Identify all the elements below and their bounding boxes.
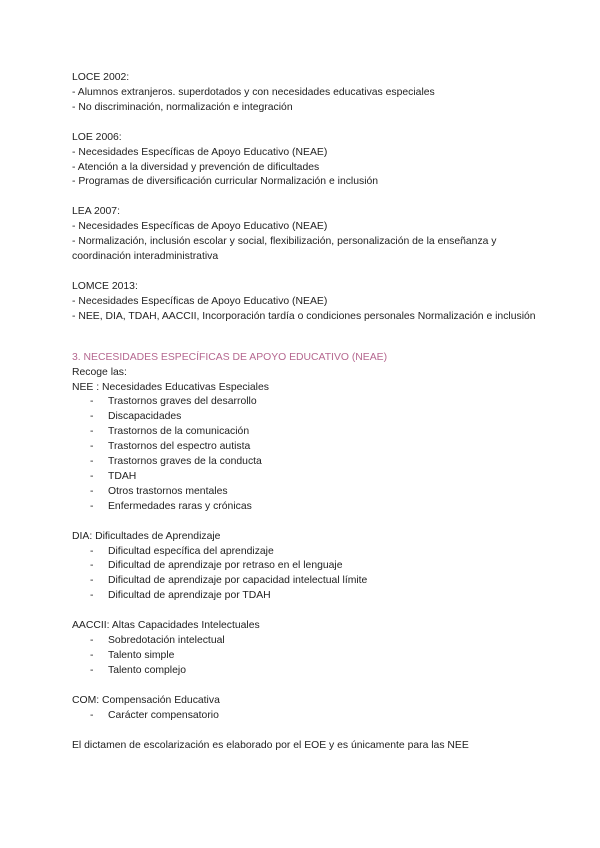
group-nee [72, 381, 542, 515]
group-aaccii [72, 619, 542, 679]
list-item: - Dificultad específica del aprendizaje [90, 545, 274, 557]
group-list [72, 709, 542, 724]
group-dia [72, 530, 542, 605]
list-item: - Trastornos de la comunicación [90, 426, 250, 438]
list-item: - Otros trastornos mentales [90, 485, 228, 497]
law-line: - NEE, DIA, TDAH, AACCII, Incorporación tardía o condiciones personales Normalización e inclusión [72, 310, 536, 322]
group-list [72, 634, 542, 679]
law-line: - Alumnos extranjeros. superdotados y con necesidades educativas especiales [72, 86, 435, 98]
group-com [72, 694, 542, 724]
list-item: - Dificultad de aprendizaje por capacidad intelectual límite [90, 575, 368, 587]
section-heading: 3. NECESIDADES ESPECÍFICAS DE APOYO EDUCATIVO (NEAE) [72, 351, 388, 363]
list-item: - Carácter compensatorio [90, 709, 219, 721]
list-item: - Trastornos graves del desarrollo [90, 396, 257, 408]
list-item: - Dificultad de aprendizaje por TDAH [90, 590, 271, 602]
law-title: LOE 2006: [72, 131, 122, 143]
closing-paragraph: El dictamen de escolarización es elaborado por el EOE y es únicamente para las NEE [72, 739, 469, 751]
group-title: DIA: Dificultades de Aprendizaje [72, 530, 221, 542]
law-line: - Necesidades Específicas de Apoyo Educativo (NEAE) [72, 295, 328, 307]
law-line: - Necesidades Específicas de Apoyo Educativo (NEAE) [72, 146, 328, 158]
law-line: - Normalización, inclusión escolar y social, flexibilización, personalización de la enseñanza y coordinación interadministrativa [72, 236, 500, 263]
group-list [72, 545, 542, 605]
law-line: - No discriminación, normalización e integración [72, 101, 293, 113]
law-line: - Necesidades Específicas de Apoyo Educativo (NEAE) [72, 221, 328, 233]
law-block-lea [72, 205, 542, 265]
list-item: - Dificultad de aprendizaje por retraso en el lenguaje [90, 560, 343, 572]
list-item: - Talento complejo [90, 664, 186, 676]
group-title: NEE : Necesidades Educativas Especiales [72, 381, 269, 393]
law-block-loce [72, 71, 542, 116]
law-block-loe [72, 131, 542, 191]
list-item: - Enfermedades raras y crónicas [90, 500, 252, 512]
law-line: - Atención a la diversidad y prevención de dificultades [72, 161, 320, 173]
list-item: - Talento simple [90, 650, 175, 661]
law-line: - Programas de diversificación curricular Normalización e inclusión [72, 176, 379, 188]
group-title: COM: Compensación Educativa [72, 694, 220, 706]
list-item: - Discapacidades [90, 411, 182, 423]
list-item: - Trastornos graves de la conducta [90, 456, 262, 468]
law-title: LOMCE 2013: [72, 280, 138, 292]
list-item: - Sobredotación intelectual [90, 635, 225, 647]
list-item: - TDAH [90, 470, 137, 482]
list-item: - Trastornos del espectro autista [90, 441, 251, 453]
document-content [72, 71, 542, 754]
group-list [72, 395, 542, 514]
section-intro: Recoge las: [72, 366, 127, 378]
group-title: AACCII: Altas Capacidades Intelectuales [72, 620, 260, 632]
law-block-lomce [72, 280, 542, 325]
law-title: LOCE 2002: [72, 72, 130, 83]
law-title: LEA 2007: [72, 206, 120, 218]
